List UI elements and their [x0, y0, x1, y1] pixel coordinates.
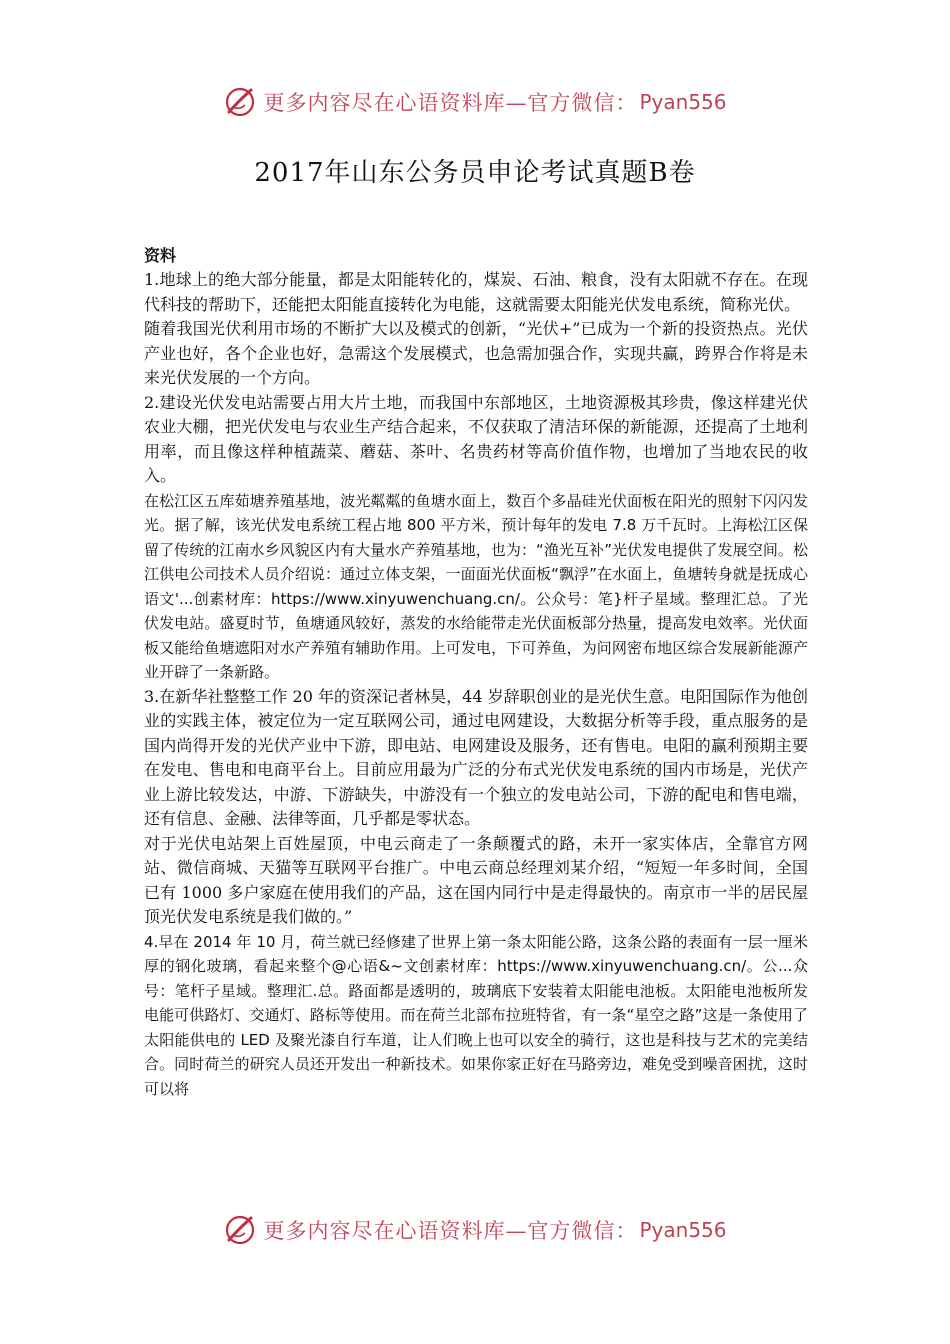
paragraph-6: 对于光伏电站架上百姓屋顶，中电云商走了一条颠覆式的路，未开一家实体店，全靠官方网站、微信商城、天猫等互联网平台推广。中电云商总经理刘某介绍，“短短一年多时间，全国已有 1000 多户家庭在使用我们的产品，这在国内同行中是走得最快的。南京市一半的居民屋顶光伏发电系统是我们做的。”: [144, 833, 808, 926]
document-body: [144, 244, 808, 1101]
banner-text: 更多内容尽在心语资料库—官方微信：: [263, 91, 638, 115]
footer-banner: [0, 1210, 950, 1250]
paragraph-4: 在松江区五库茹塘养殖基地，波光粼粼的鱼塘水面上，数百个多晶硅光伏面板在阳光的照射下闪闪发光。据了解，该光伏发电系统工程占地 800 平方米，预计每年的发电 7.8 万千瓦时。上海松江区保留了传统的江南水乡风貌区内有大量水产养殖基地，也为：“渔光互补”光伏发电提供了发展空间。松江供电公司技术人员介绍说：通过立体支架，一面面光伏面板“飘浮”在水面上，鱼塘转身就是抚成心语文'...创素材库：https://www.xinyuwenchuang.cn/。公众号：笔}杆子星域。整理汇总。了光伏发电站。盛夏时节，鱼塘通风较好，蒸发的水给能带走光伏面板部分热量，提高发电效率。光伏面板又能给鱼塘遮阳对水产养殖有辅助作用。上可发电，下可养鱼，为问网密布地区综合发展新能源产业开辟了一条新路。: [144, 491, 808, 681]
header-banner: [0, 82, 950, 122]
paragraph-1: 1.地球上的绝大部分能量，都是太阳能转化的，煤炭、石油、粮食，没有太阳就不存在。在现代科技的帮助下，还能把太阳能直接转化为电能，这就需要太阳能光伏发电系统，简称光伏。: [144, 270, 808, 314]
brush-logo-icon: [223, 85, 257, 119]
paragraph-2: 随着我国光伏利用市场的不断扩大以及模式的创新，“光伏+”已成为一个新的投资热点。光伏产业也好，各个企业也好，急需这个发展模式，也急需加强合作，实现共赢，跨界合作将是未来光伏发展的一个方向。: [144, 319, 808, 387]
document-title: 2017年山东公务员申论考试真题B卷: [254, 158, 696, 188]
paragraph-5: 3.在新华社整整工作 20 年的资深记者林昊，44 岁辞职创业的是光伏生意。电阳国际作为他创业的实践主体，被定位为一定互联网公司，通过电网建设，大数据分析等手段，重点服务的是国内尚得开发的光伏产业中下游，即电站、电网建设及服务，还有售电。电阳的赢利预期主要在发电、售电和电商平台上。目前应用最为广泛的分布式光伏发电系统的国内市场是，光伏产业上游比较发达，中游、下游缺失，中游没有一个独立的发电站公司，下游的配电和售电端，还有信息、金融、法律等面，几乎都是零状态。: [144, 686, 808, 828]
section-heading: 资料: [144, 246, 177, 265]
banner-text: 更多内容尽在心语资料库—官方微信：: [263, 1219, 638, 1243]
wechat-id: Pyan556: [639, 90, 727, 114]
paragraph-3: 2.建设光伏发电站需要占用大片土地，而我国中东部地区，土地资源极其珍贵，像这样建光伏农业大棚，把光伏发电与农业生产结合起来，不仅获取了清洁环保的新能源，还提高了土地利用率，而且像这样种植蔬菜、蘑菇、茶叶、名贵药材等高价值作物，也增加了当地农民的收入。: [144, 392, 808, 485]
brush-logo-icon: [223, 1213, 257, 1247]
paragraph-7: 4.早在 2014 年 10 月，荷兰就已经修建了世界上第一条太阳能公路，这条公路的表面有一层一厘米厚的钢化玻璃，看起来整个@心语&~文创素材库：https://www.xinyuwenchuang.cn/。公...众号：笔杆子星域。整理汇.总。路面都是透明的，玻璃底下安装着太阳能电池板。太阳能电池板所发电能可供路灯、交通灯、路标等使用。而在荷兰北部布拉班特省，有一条“星空之路”这是一条使用了太阳能供电的 LED 及聚光漆自行车道，让人们晚上也可以安全的骑行，这也是科技与艺术的完美结合。同时荷兰的研究人员还开发出一种新技术。如果你家正好在马路旁边，难免受到噪音困扰，这时可以将: [144, 932, 808, 1098]
wechat-id: Pyan556: [639, 1218, 727, 1242]
